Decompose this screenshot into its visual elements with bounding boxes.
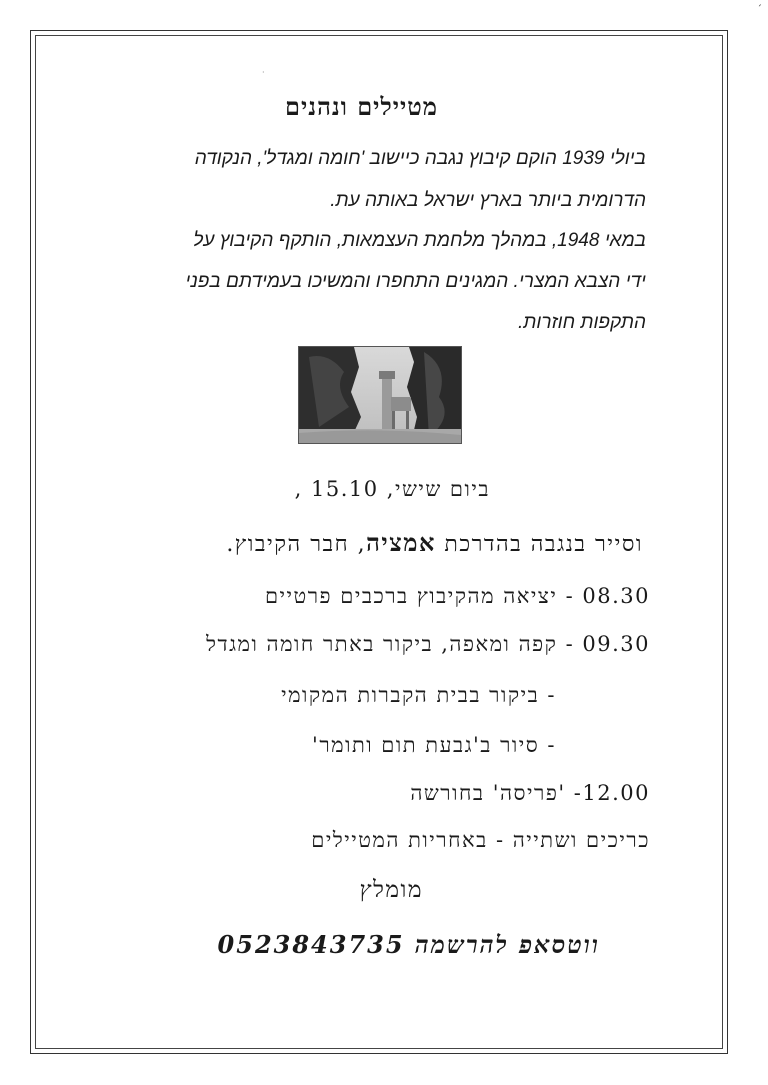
schedule-item-5: 12.00- 'פריסה' בחורשה bbox=[410, 781, 650, 805]
intro-line-5: התקפות חוזרות. bbox=[518, 312, 646, 333]
tour-line bbox=[226, 528, 643, 558]
recommended-text: מומלץ bbox=[359, 877, 423, 903]
corner-mark: ׳ bbox=[757, 2, 762, 13]
schedule-item-4: - סיור ב'גבעת תום ותומר' bbox=[312, 733, 556, 757]
event-date: ביום שישי, 15.10 , bbox=[294, 477, 490, 501]
tour-suffix: , חבר הקיבוץ. bbox=[226, 532, 367, 557]
tower-photo bbox=[298, 346, 462, 444]
tour-prefix: וסייר בנגבה בהדרכת bbox=[444, 532, 643, 557]
intro-line-4: ידי הצבא המצרי. המגינים התחפרו והמשיכו בעמידתם בפני bbox=[185, 271, 646, 292]
guide-name: אמציה bbox=[366, 528, 436, 557]
schedule-item-6: כריכים ושתייה - באחריות המטיילים bbox=[311, 828, 650, 852]
schedule-item-1: 08.30 - יציאה מהקיבוץ ברכבים פרטיים bbox=[264, 584, 650, 608]
scan-speck: · bbox=[262, 68, 265, 77]
page-title: מטיילים ונהנים bbox=[285, 92, 438, 121]
whatsapp-registration: ווטסאפ להרשמה 0523843735 bbox=[217, 930, 600, 959]
intro-line-1: ביולי 1939 הוקם קיבוץ נגבה כיישוב 'חומה ומגדל', הנקודה bbox=[194, 148, 646, 169]
tower-photo-image bbox=[299, 347, 461, 443]
intro-line-2: הדרומית ביותר בארץ ישראל באותה עת. bbox=[330, 190, 646, 211]
intro-line-3: במאי 1948, במהלך מלחמת העצמאות, הותקף הקיבוץ על bbox=[193, 230, 646, 251]
schedule-item-2: 09.30 - קפה ומאפה, ביקור באתר חומה ומגדל bbox=[206, 632, 650, 656]
schedule-item-3: - ביקור בבית הקברות המקומי bbox=[281, 683, 556, 707]
